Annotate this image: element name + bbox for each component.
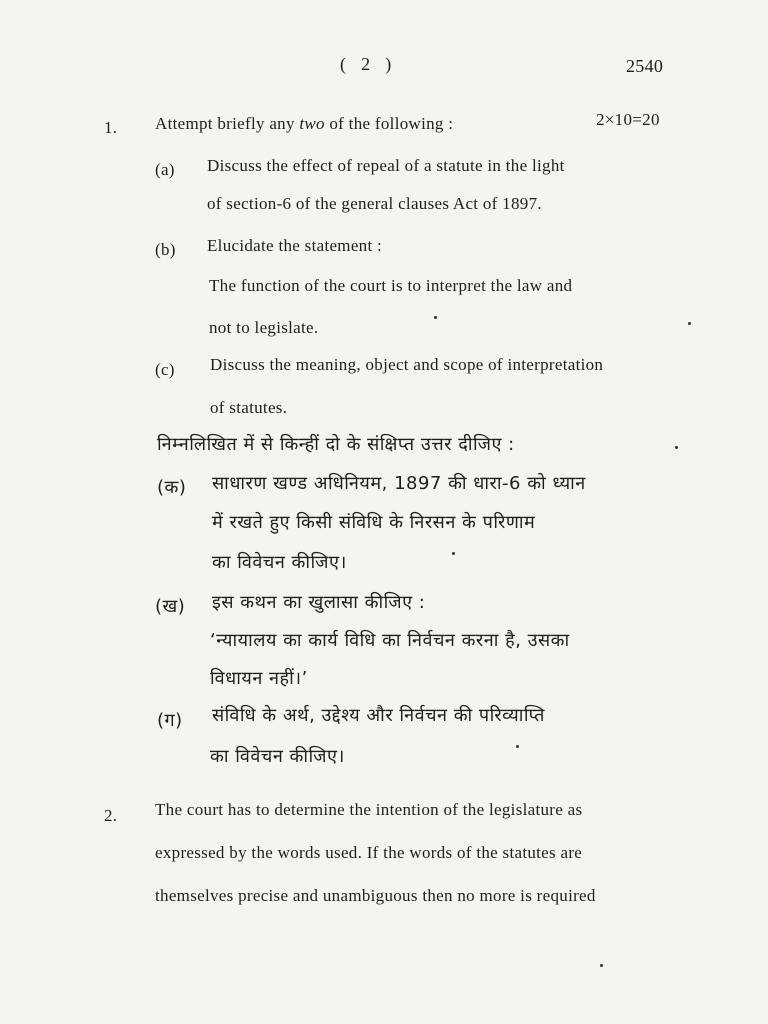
hindi-subq-ka-line-1: साधारण खण्ड अधिनियम, 1897 की धारा-6 को ध्यान [212, 473, 586, 494]
question-1-number: 1. [104, 118, 118, 137]
hindi-subq-ka-line-3: का विवेचन कीजिए। [212, 552, 347, 573]
question-1-instruction [155, 114, 453, 134]
hindi-instruction: निम्नलिखित में से किन्हीं दो के संक्षिप्त उत्तर दीजिए : [157, 434, 515, 455]
scan-speck [434, 316, 437, 319]
hindi-subq-kha-line-2: ‘न्यायालय का कार्य विधि का निर्वचन करना है, उसका [210, 630, 570, 651]
subq-c-label: (c) [155, 360, 175, 379]
question-2-number: 2. [104, 806, 118, 825]
subq-b-line-2: The function of the court is to interpret the law and [209, 276, 573, 295]
subq-b-label: (b) [155, 240, 176, 259]
hindi-subq-ga-line-1: संविधि के अर्थ, उद्देश्य और निर्वचन की परिव्याप्ति [212, 705, 545, 726]
subq-b-line-3: not to legislate. [209, 318, 319, 337]
subq-a-label: (a) [155, 160, 175, 179]
hindi-subq-kha-line-3: विधायन नहीं।’ [210, 668, 308, 689]
question-2-line-1: The court has to determine the intention of the legislature as [155, 800, 583, 819]
scan-speck [452, 552, 455, 555]
hindi-subq-ka-line-2: में रखते हुए किसी संविधि के निरसन के परिणाम [212, 512, 536, 533]
hindi-subq-ka-label: (क) [157, 477, 187, 498]
subq-a-line-2: of section-6 of the general clauses Act of 1897. [207, 194, 542, 213]
scan-speck [688, 322, 691, 325]
hindi-subq-kha-line-1: इस कथन का खुलासा कीजिए : [212, 592, 426, 613]
subq-a-line-1: Discuss the effect of repeal of a statute in the light [207, 156, 565, 175]
subq-b-line-1: Elucidate the statement : [207, 236, 383, 255]
question-2-line-2: expressed by the words used. If the words of the statutes are [155, 843, 583, 862]
paper-code: 2540 [626, 56, 664, 76]
scan-speck [675, 446, 678, 449]
hindi-subq-kha-label: (ख) [155, 596, 186, 617]
scan-speck [516, 745, 519, 748]
subq-c-line-1: Discuss the meaning, object and scope of interpretation [210, 355, 604, 374]
page-number: ( 2 ) [340, 54, 392, 74]
subq-c-line-2: of statutes. [210, 398, 288, 417]
instruction-text-end: of the following : [329, 114, 454, 133]
instruction-text: Attempt briefly any [155, 114, 295, 133]
question-2-line-3: themselves precise and unambiguous then no more is required [155, 886, 596, 905]
instruction-emphasis: two [299, 114, 325, 133]
hindi-subq-ga-line-2: का विवेचन कीजिए। [210, 746, 345, 767]
hindi-subq-ga-label: (ग) [157, 710, 183, 731]
scan-speck [600, 964, 603, 967]
question-1-marks: 2×10=20 [596, 110, 660, 129]
